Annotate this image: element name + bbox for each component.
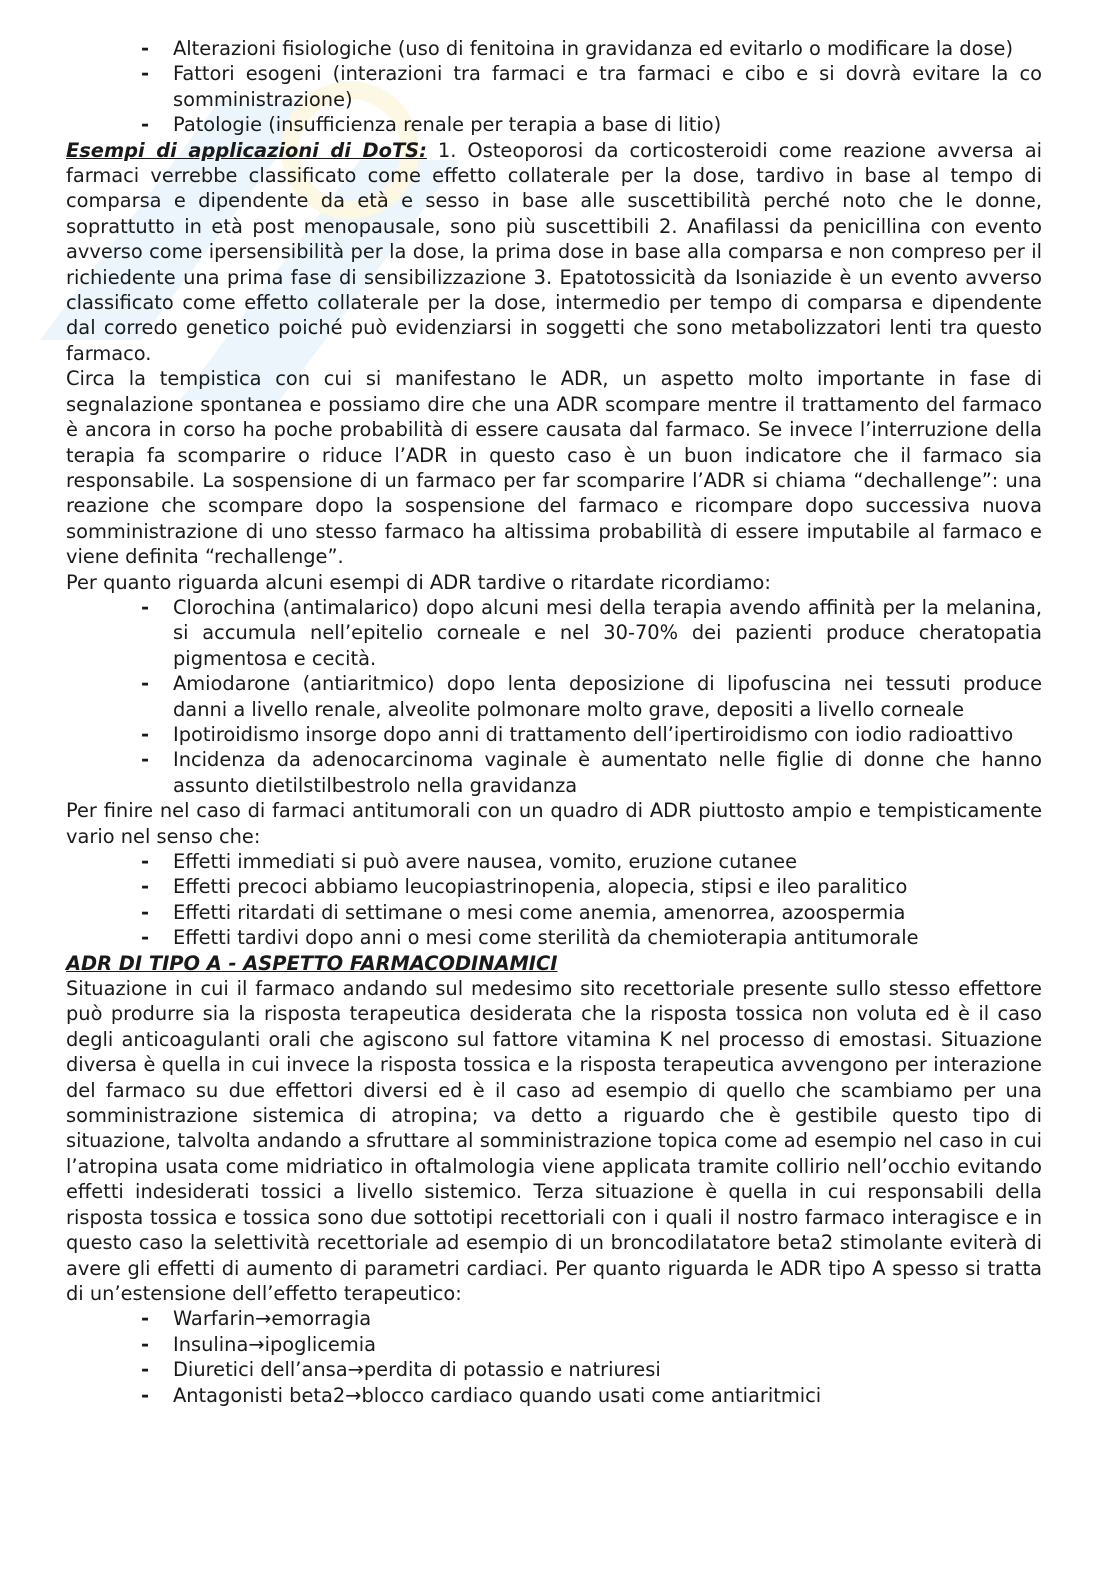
list-item: - Clorochina (antimalarico) dopo alcuni mesi della terapia avendo affinità per la melanina, si accumula nell’epitelio corneale e nel 30-70% dei pazienti produce cheratopatia pigmentosa e cecità.	[173, 595, 1042, 671]
dots-text: 1. Osteoporosi da corticosteroidi come reazione avversa ai farmaci verrebbe classificato come effetto collaterale per la dose, tardivo in base al tempo di comparsa e dipendente da età e sesso in base alle suscettibilità perché noto che le donne, soprattutto in età post menopausale, sono più suscettibili 2. Anafilassi da penicillina con evento avverso come ipersensibilità per la dose, la prima dose in base alla comparsa e non compreso per il richiedente una prima fase di sensibilizzazione 3. Epatotossicità da Isoniazide è un evento avverso classificato come effetto collaterale per la dose, intermedio per tempo di comparsa e dipendente dal corredo genetico poiché può evidenziarsi in soggetti che sono metabolizzatori lenti tra questo farmaco.	[66, 138, 1042, 365]
drug-name: Antagonisti beta2	[173, 1383, 346, 1407]
heading-adr-a: ADR DI TIPO A - ASPETTO FARMACODINAMICI	[66, 951, 558, 975]
arrow-icon: →	[248, 1332, 265, 1356]
list-item: - Incidenza da adenocarcinoma vaginale è aumentato nelle figlie di donne che hanno assunto dietilstilbestrolo nella gravidanza	[173, 747, 1042, 798]
list-adr-a-esempi	[66, 1306, 1042, 1408]
section-heading-adr-a	[66, 951, 1042, 976]
paragraph-antitumorali: Per finire nel caso di farmaci antitumorali con un quadro di ADR piuttosto ampio e tempisticamente vario nel senso che:	[66, 799, 1042, 848]
list-item: - Effetti precoci abbiamo leucopiastrinopenia, alopecia, stipsi e ileo paralitico	[173, 874, 1042, 899]
drug-effect: perdita di potassio e natriuresi	[363, 1358, 661, 1382]
arrow-icon: →	[255, 1307, 272, 1331]
list-item: - Amiodarone (antiaritmico) dopo lenta deposizione di lipofuscina nei tessuti produce danni a livello renale, alveolite polmonare molto grave, depositi a livello corneale	[173, 671, 1042, 722]
list-item	[173, 1357, 1042, 1382]
list-alterazioni	[66, 36, 1042, 138]
list-item: - Ipotiroidismo insorge dopo anni di trattamento dell’ipertiroidismo con iodio radioattivo	[173, 722, 1042, 747]
paragraph-tempistica: Circa la tempistica con cui si manifestano le ADR, un aspetto molto importante in fase di segnalazione spontanea e possiamo dire che una ADR scompare mentre il trattamento del farmaco è ancora in corso ha poche probabilità di essere causata dal farmaco. Se invece l’interruzione della terapia fa scomparire o riduce l’ADR in questo caso è un buon indicatore che il farmaco sia responsabile. La sospensione di un farmaco per far scomparire l’ADR si chiama “dechallenge”: una reazione che scompare dopo la sospensione del farmaco e ricompare dopo successiva nuova somministrazione di uno stesso farmaco ha altissima probabilità di essere imputabile al farmaco e viene definita “rechallenge”.	[66, 367, 1042, 569]
document-page	[66, 36, 1042, 1408]
drug-effect: blocco cardiaco quando usati come antiaritmici	[361, 1383, 822, 1407]
paragraph-tardive-intro: Per quanto riguarda alcuni esempi di ADR tardive o ritardate ricordiamo:	[66, 570, 771, 594]
drug-name: Diuretici dell’ansa	[173, 1358, 348, 1382]
list-item: - Patologie (insufficienza renale per terapia a base di litio)	[173, 112, 1042, 137]
list-item: - Fattori esogeni (interazioni tra farmaci e tra farmaci e cibo e si dovrà evitare la co somministrazione)	[173, 61, 1042, 112]
arrow-icon: →	[345, 1383, 362, 1407]
dots-heading: Esempi di applicazioni di DoTS:	[66, 138, 427, 162]
list-item	[173, 1306, 1042, 1331]
list-item	[173, 1332, 1042, 1357]
list-item: - Effetti immediati si può avere nausea, vomito, eruzione cutanee	[173, 849, 1042, 874]
list-item: - Effetti tardivi dopo anni o mesi come sterilità da chemioterapia antitumorale	[173, 925, 1042, 950]
drug-effect: ipoglicemia	[264, 1332, 377, 1356]
drug-name: Insulina	[173, 1332, 249, 1356]
list-item: - Effetti ritardati di settimane o mesi come anemia, amenorrea, azoospermia	[173, 900, 1042, 925]
list-effetti-antitumorali	[66, 849, 1042, 951]
paragraph-adr-a: Situazione in cui il farmaco andando sul medesimo sito recettoriale presente sullo stesso effettore può produrre sia la risposta terapeutica desiderata che la risposta tossica non voluta ed è il caso degli anticoagulanti orali che agiscono sul fattore vitamina K nel processo di emostasi. Situazione diversa è quella in cui invece la risposta tossica e la risposta terapeutica avvengono per interazione del farmaco su due effettori diversi ed è il caso ad esempio di quello che scambiamo per una somministrazione sistemica di atropina; va detto a riguardo che è gestibile questo tipo di situazione, talvolta andando a sfruttare al somministrazione topica come ad esempio nel caso in cui l’atropina usata come midriatico in oftalmologia viene applicata tramite collirio nell’occhio evitando effetti indesiderati tossici a livello sistemico. Terza situazione è quella in cui responsabili della risposta tossica e tossica sono due sottotipi recettoriali con i quali il nostro farmaco interagisce e in questo caso la selettività recettoriale ad esempio di un broncodilatatore beta2 stimolante eviterà di avere gli effetti di aumento di parametri cardiaci. Per quanto riguarda le ADR tipo A spesso si tratta di un’estensione dell’effetto terapeutico:	[66, 977, 1042, 1305]
list-item	[173, 1383, 1042, 1408]
list-adr-tardive	[66, 595, 1042, 798]
paragraph-dots	[66, 138, 1042, 367]
drug-effect: emorragia	[271, 1307, 372, 1331]
list-item: - Alterazioni fisiologiche (uso di fenitoina in gravidanza ed evitarlo o modificare la dose)	[173, 36, 1042, 61]
drug-name: Warfarin	[173, 1307, 256, 1331]
arrow-icon: →	[347, 1358, 364, 1382]
